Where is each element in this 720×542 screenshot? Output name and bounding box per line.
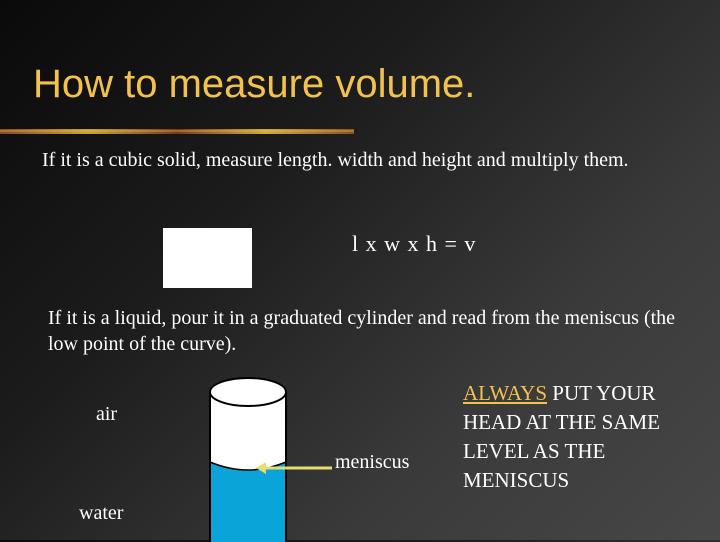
graduated-cylinder	[200, 370, 300, 542]
water-label: water	[79, 502, 124, 524]
eye-level-note	[463, 379, 713, 495]
volume-formula: l x w x h = v	[352, 231, 477, 256]
air-label: air	[96, 403, 118, 425]
title-divider	[0, 128, 354, 135]
meniscus-label: meniscus	[335, 451, 410, 473]
liquid-instructions: If it is a liquid, pour it in a graduated cylinder and read from the meniscus (the low point of the curve).	[48, 307, 676, 355]
slide-title: How to measure volume.	[33, 62, 476, 106]
solid-instructions: If it is a cubic solid, measure length. width and height and multiply them.	[42, 149, 629, 171]
cube-shape	[163, 228, 252, 288]
always-emphasis: ALWAYS	[463, 381, 548, 405]
meniscus-arrow	[254, 461, 334, 475]
eye-level-note-text: PUT YOUR HEAD AT THE SAME LEVEL AS THE MENISCUS	[463, 381, 660, 492]
